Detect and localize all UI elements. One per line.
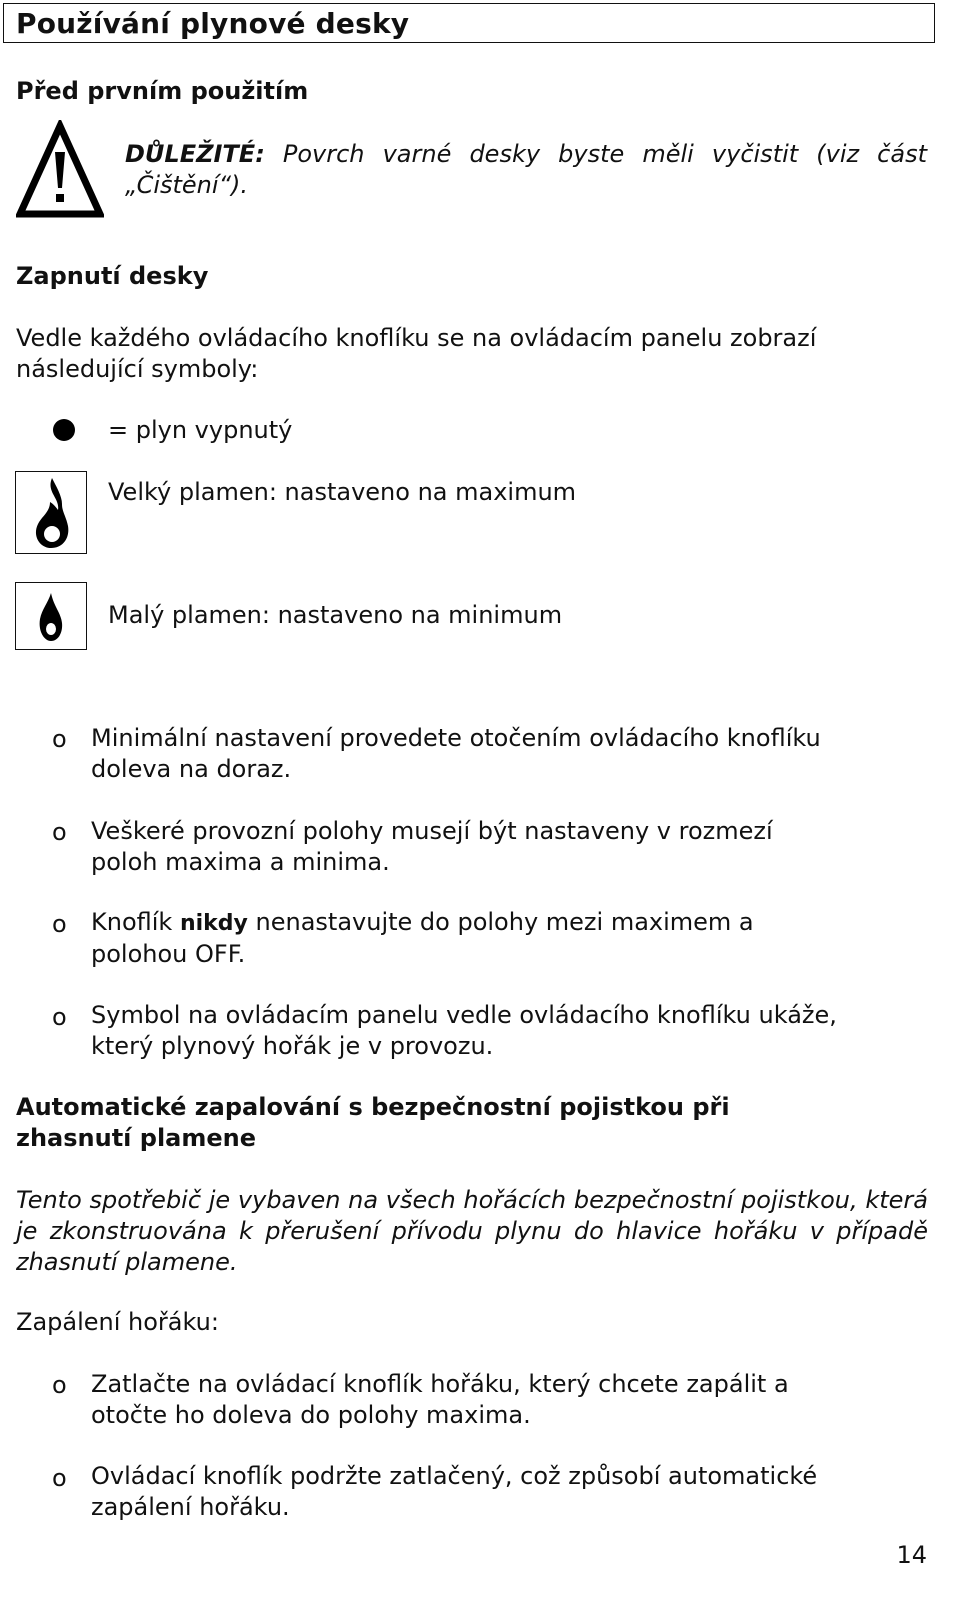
- symbol-label-off: = plyn vypnutý: [108, 416, 293, 444]
- emphasis-never: nikdy: [179, 911, 248, 936]
- warning-triangle-icon: [16, 120, 104, 218]
- page-number: 14: [896, 1541, 927, 1569]
- symbol-label-min: Malý plamen: nastaveno na minimum: [108, 601, 563, 629]
- intro-line-1: Vedle každého ovládacího knoflíku se na ovládacím panelu zobrazí: [16, 324, 817, 352]
- list-item: Knoflík nikdy nenastavujte do polohy mezi maximem a polohou OFF.: [91, 908, 754, 968]
- large-flame-symbol: [15, 471, 87, 554]
- warning-body: Povrch varné desky byste měli vyčistit (viz část „Čištění“).: [125, 140, 927, 199]
- large-flame-icon: [16, 472, 86, 552]
- symbol-label-max: Velký plamen: nastaveno na maximum: [108, 478, 577, 506]
- bullet-marker: o: [52, 1464, 67, 1492]
- heading-auto-ignition: Automatické zapalování s bezpečnostní pojistkou při zhasnutí plamene: [16, 1093, 730, 1152]
- small-flame-symbol: [15, 582, 87, 650]
- bullet-marker: o: [52, 910, 67, 938]
- page-title-box: [3, 3, 935, 43]
- bullet-marker: o: [52, 1003, 67, 1031]
- warning-text: [125, 139, 927, 201]
- subheading-ignition: Zapálení hořáku:: [16, 1308, 219, 1336]
- safety-paragraph: Tento spotřebič je vybaven na všech hořácích bezpečnostní pojistkou, která je zkonstruována k přerušení přívodu plynu do hlavice hořáku v případě zhasnutí plamene.: [16, 1186, 928, 1276]
- intro-line-2: následující symboly:: [16, 355, 259, 383]
- list-item: Zatlačte na ovládací knoflík hořáku, který chcete zapálit a otočte ho doleva do polohy maxima.: [91, 1370, 789, 1429]
- list-item: Veškeré provozní polohy musejí být nastaveny v rozmezí poloh maxima a minima.: [91, 817, 773, 876]
- small-flame-icon: [16, 583, 86, 649]
- bullet-marker: o: [52, 818, 67, 846]
- list-item: Symbol na ovládacím panelu vedle ovládacího knoflíku ukáže, který plynový hořák je v provozu.: [91, 1001, 837, 1060]
- list-item: Minimální nastavení provedete otočením ovládacího knoflíku doleva na doraz.: [91, 724, 821, 783]
- list-item: Ovládací knoflík podržte zatlačený, což způsobí automatické zapálení hořáku.: [91, 1462, 818, 1521]
- warning-label: DŮLEŽITÉ:: [125, 140, 265, 168]
- heading-before-first-use: Před prvním použitím: [16, 77, 309, 105]
- dot-icon: [53, 419, 75, 441]
- page-title: Používání plynové desky: [16, 7, 410, 40]
- bullet-marker: o: [52, 1371, 67, 1399]
- heading-turning-on: Zapnutí desky: [16, 262, 209, 290]
- bullet-marker: o: [52, 725, 67, 753]
